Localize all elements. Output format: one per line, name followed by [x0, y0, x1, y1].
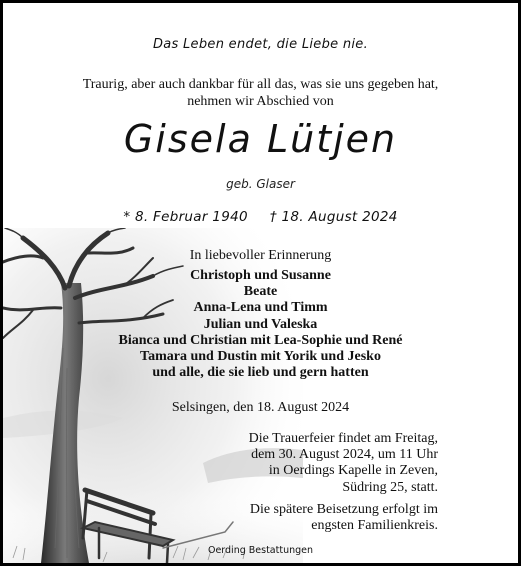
mourner-line: Julian und Valeska	[203, 316, 318, 332]
funeral-line: Südring 25, statt.	[342, 479, 438, 495]
death-date: † 18. August 2024	[269, 209, 398, 225]
mourner-line: Tamara und Dustin mit Yorik und Jesko	[140, 349, 381, 365]
mourners-list	[3, 268, 518, 381]
mourner-line: Christoph und Susanne	[190, 268, 331, 283]
funeral-line: dem 30. August 2024, um 11 Uhr	[251, 447, 438, 463]
mourner-line: Beate	[243, 284, 278, 300]
funeral-line: Die Trauerfeier findet am Freitag,	[248, 431, 438, 446]
undertaker-credit: Oerding Bestattungen	[207, 545, 314, 556]
life-dates	[3, 209, 518, 225]
mourner-line: Bianca und Christian mit Lea-Sophie und René	[118, 332, 403, 348]
burial-info	[250, 502, 438, 534]
intro-text	[3, 76, 518, 110]
intro-line: nehmen wir Abschied von	[187, 94, 334, 109]
burial-line: engsten Familienkreis.	[311, 518, 438, 534]
mourner-line: Anna-Lena und Timm	[193, 300, 328, 316]
deceased-name: Gisela Lütjen	[123, 117, 398, 161]
birth-date: * 8. Februar 1940	[123, 209, 248, 225]
place-date: Selsingen, den 18. August 2024	[171, 400, 350, 415]
maiden-name: geb. Glaser	[226, 177, 295, 191]
funeral-info	[249, 431, 438, 496]
memory-line: In liebevoller Erinnerung	[189, 248, 332, 263]
burial-line: Die spätere Beisetzung erfolgt im	[249, 502, 438, 517]
motto: Das Leben endet, die Liebe nie.	[152, 37, 369, 52]
funeral-line: in Oerdings Kapelle in Zeven,	[268, 463, 438, 479]
mourner-line: und alle, die sie lieb und gern hatten	[152, 365, 369, 381]
intro-line: Traurig, aber auch dankbar für all das, was sie uns gegeben hat,	[82, 77, 439, 92]
